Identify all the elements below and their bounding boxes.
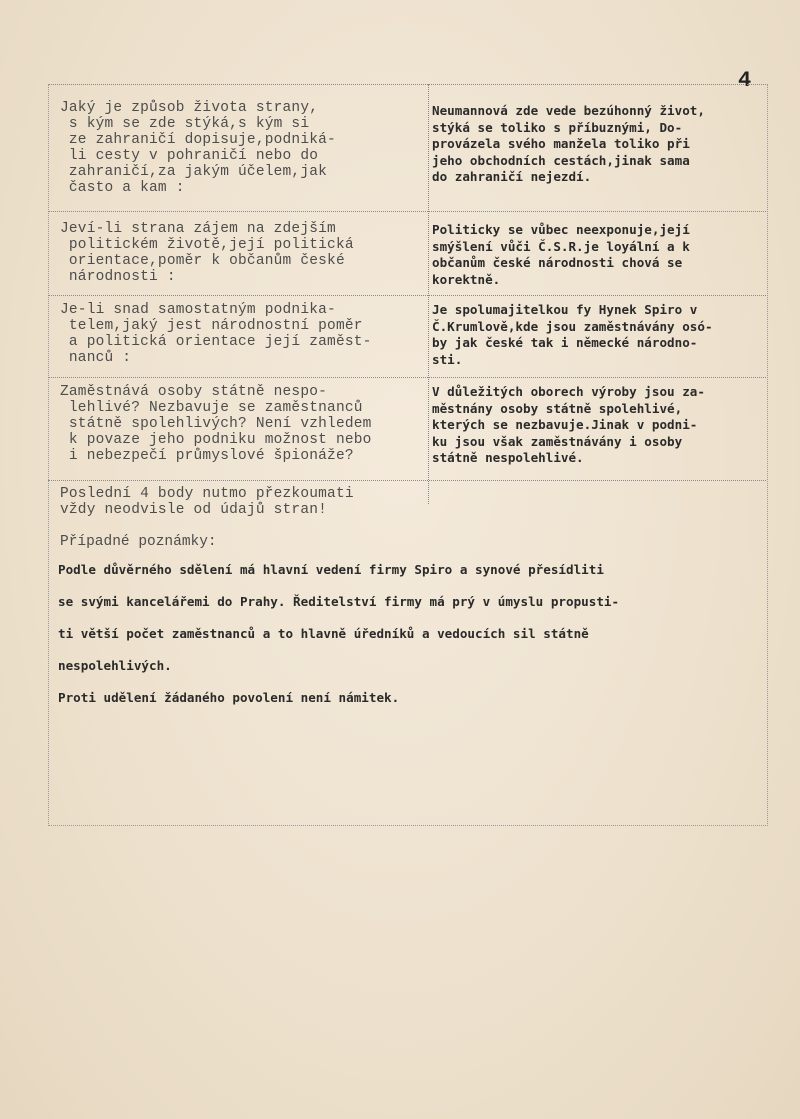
answer-4: V důležitých oborech výroby jsou za- městnány osoby státně spolehlivé, kterých se nezbavuje.Jinak v podni- ku jsou však zaměstnávány i osoby státně nespolehlivé. [432, 384, 705, 465]
notes-line-2: se svými kancelářemi do Prahy. Ředitelství firmy má prý v úmyslu propusti- [58, 594, 620, 609]
question-1: Jaký je způsob života strany, s kým se zde stýká,s kým si ze zahraničí dopisuje,podniká- li cesty v pohraničí nebo do zahraničí,za jakým účelem,jak často a kam : [60, 100, 336, 196]
answer-3: Je spolumajitelkou fy Hynek Spiro v Č.Krumlově,kde jsou zaměstnávány osó- by jak české tak i německé národno- sti. [432, 302, 713, 367]
notes-line-3: ti větší počet zaměstnanců a to hlavně úředníků a vedoucích sil státně [58, 626, 589, 641]
answer-1: Neumannová zde vede bezúhonný život, stýká se toliko s příbuznými, Do- provázela svého manžela toliko při jeho obchodních cestách,jinak sama do zahraničí nejezdí. [432, 103, 705, 184]
question-4: Zaměstnává osoby státně nespo- lehlivé? Nezbavuje se zaměstnanců státně spolehlivých? Není vzhledem k povaze jeho podniku možnost nebo i nebezpečí průmyslové špionáže? [60, 384, 372, 464]
notes-line-5: Proti udělení žádaného povolení není námitek. [58, 690, 400, 705]
question-2: Jeví-li strana zájem na zdejším politickém životě,její politická orientace,poměr k občanům české národnosti : [60, 221, 354, 285]
notes-line-4: nespolehlivých. [58, 658, 172, 673]
notes-label: Případné poznámky: [60, 534, 217, 550]
verification-instruction: Poslední 4 body nutmo přezkoumati vždy neodvisle od údajů stran! [60, 486, 354, 518]
answer-2: Politicky se vůbec neexponuje,její smýšlení vůči Č.S.R.je loyální a k občanům české národnosti chová se korektně. [432, 222, 690, 287]
question-3: Je-li snad samostatným podnika- telem,jaký jest národnostní poměr a politická orientace její zaměst- nanců : [60, 302, 372, 366]
notes-line-1: Podle důvěrného sdělení má hlavní vedení firmy Spiro a synové přesídliti [58, 562, 604, 577]
page-number: 4 [738, 68, 752, 93]
